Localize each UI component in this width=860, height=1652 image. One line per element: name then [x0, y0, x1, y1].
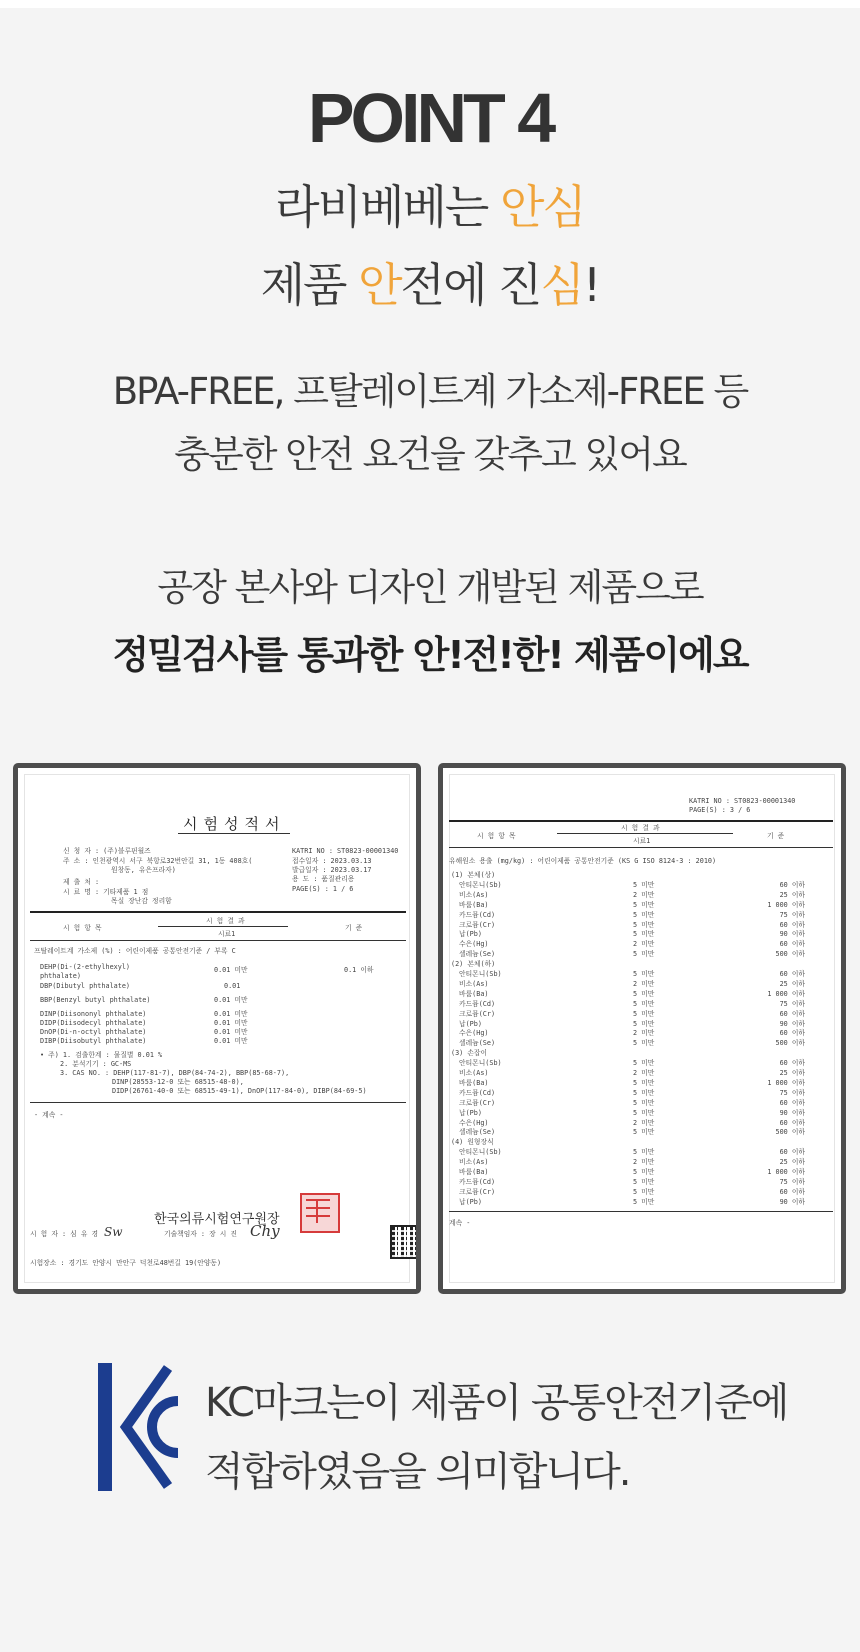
row-standard: 60 이하 — [779, 920, 805, 929]
row-value: 0.01 미만 — [214, 1037, 248, 1045]
row-standard: 60 이하 — [779, 1009, 805, 1018]
header-bottom-rule — [30, 940, 406, 941]
header-sample: 시료1 — [218, 930, 236, 938]
kc-description-1: KC마크는이 제품이 공통안전기준에 — [205, 1380, 788, 1426]
note: 2. 분석기기 : GC-MS — [60, 1060, 132, 1068]
headline-1-text: 라비베베는 — [275, 180, 500, 234]
certificate-page-1 — [13, 763, 421, 1294]
body-line-4: 정밀검사를 통과한 안!전!한! 제품이에요 — [112, 633, 748, 677]
row-standard: 60 이하 — [779, 1187, 805, 1196]
row-standard: 1 000 이하 — [767, 1078, 805, 1087]
katri-no: KATRI NO : ST0823-00001340 — [292, 847, 399, 855]
tester-signature: Sw — [104, 1225, 123, 1239]
row-value: 0.01 미만 — [214, 966, 248, 974]
row-element: 셀레늄(Se) — [459, 1039, 496, 1048]
row-value: 5 미만 — [633, 1039, 655, 1048]
row-name: phthalate) — [40, 972, 81, 980]
row-standard: 500 이하 — [775, 950, 805, 959]
row-element: 안티몬니(Sb) — [459, 1059, 502, 1068]
header-bottom-rule — [449, 847, 833, 848]
row-name: DnOP(Di-n-octyl phthalate) — [40, 1028, 147, 1036]
row-standard: 500 이하 — [775, 1128, 805, 1137]
row-value: 2 미만 — [633, 1029, 655, 1038]
row-value: 5 미만 — [633, 1009, 655, 1018]
headline-2-text-c: ! — [582, 258, 600, 312]
row-value: 5 미만 — [633, 1078, 655, 1087]
row-value: 2 미만 — [633, 1118, 655, 1127]
row-standard: 60 이하 — [779, 940, 805, 949]
row-value: 5 미만 — [633, 1197, 655, 1206]
header-item: 시 험 항 목 — [63, 924, 102, 932]
table-bottom-rule — [30, 1102, 406, 1103]
row-value: 0.01 미만 — [214, 996, 248, 1004]
row-name: BBP(Benzyl butyl phthalate) — [40, 996, 151, 1004]
row-value: 0.01 미만 — [214, 1028, 248, 1036]
row-element: 카드뮴(Cd) — [459, 999, 496, 1008]
header-standard: 기 준 — [767, 832, 785, 840]
usage: 용 도 : 품질관리용 — [292, 875, 355, 883]
kc-bar — [98, 1363, 112, 1491]
row-standard: 75 이하 — [779, 999, 805, 1008]
note: 3. CAS NO. : DEHP(117-81-7), DBP(84-74-2), BBP(85-68-7), — [60, 1069, 290, 1077]
row-standard: 1 000 이하 — [767, 1168, 805, 1176]
row-standard: 25 이하 — [779, 1069, 805, 1077]
row-standard: 90 이하 — [779, 930, 805, 939]
row-name: DIBP(Diisobutyl phthalate) — [40, 1037, 147, 1045]
row-standard: 75 이하 — [779, 1177, 805, 1186]
row-value: 5 미만 — [633, 999, 655, 1008]
row-standard: 25 이하 — [779, 1158, 805, 1167]
row-element: 크로뮴(Cr) — [459, 1187, 496, 1196]
row-value: 5 미만 — [633, 1088, 655, 1097]
row-standard: 90 이하 — [779, 1019, 805, 1028]
headline-line-2 — [0, 258, 860, 312]
row-element: 바륨(Ba) — [459, 989, 489, 998]
row-standard: 75 이하 — [779, 1088, 805, 1097]
row-element: 비소(As) — [459, 979, 489, 988]
row-value: 2 미만 — [633, 890, 655, 899]
continued-note: - 계속 - — [34, 1111, 64, 1119]
row-standard: 60 이하 — [779, 1148, 805, 1157]
row-element: 납(Pb) — [459, 1108, 482, 1117]
header-divider — [557, 833, 733, 834]
headline-2-accent-b: 심 — [540, 258, 583, 312]
receipt-date: 접수일자 : 2023.03.13 — [292, 857, 372, 865]
row-element: 바륨(Ba) — [459, 900, 489, 909]
certificate-title: 시험성적서 — [183, 815, 286, 833]
row-value: 5 미만 — [633, 989, 655, 998]
row-name: DIDP(Diisodecyl phthalate) — [40, 1019, 147, 1027]
submitter: 제 출 처 : — [63, 878, 100, 886]
row-standard: 60 이하 — [779, 1098, 805, 1107]
headline-line-1 — [0, 180, 860, 234]
body-line-1: BPA-FREE, 프탈레이트계 가소제-FREE 등 — [112, 370, 748, 413]
kc-description-2: 적합하였음을 의미합니다. — [205, 1449, 630, 1495]
sample-name-2: 목실 장난감 정리함 — [111, 897, 172, 905]
row-element: 카드뮴(Cd) — [459, 1088, 496, 1097]
row-element: 셀레늄(Se) — [459, 950, 496, 959]
row-standard: 60 이하 — [779, 880, 805, 889]
row-value: 5 미만 — [633, 1168, 655, 1176]
group-label: (1) 본체(상) — [451, 871, 496, 879]
kc-mark-icon — [98, 1363, 181, 1491]
tester: 시 험 자 : 심 유 경 — [30, 1230, 99, 1238]
row-value: 0.01 — [224, 982, 241, 990]
row-standard: 90 이하 — [779, 1108, 805, 1117]
row-standard: 60 이하 — [779, 1059, 805, 1068]
row-standard: 25 이하 — [779, 979, 805, 988]
row-standard: 1 000 이하 — [767, 989, 805, 998]
row-standard: 60 이하 — [779, 1118, 805, 1127]
headline-2-accent-a: 안 — [358, 258, 401, 312]
note: • 주) 1. 검출한계 : 물질별 0.01 % — [40, 1051, 163, 1059]
technical-manager: 기술책임자 : 장 시 진 — [164, 1230, 237, 1238]
group-label: (2) 본체(하) — [451, 960, 496, 969]
headline-2-text-b: 전에 진 — [400, 258, 541, 312]
row-value: 5 미만 — [633, 930, 655, 939]
row-value: 0.01 미만 — [214, 1010, 248, 1018]
row-element: 수은(Hg) — [459, 1118, 489, 1127]
row-standard: 500 이하 — [775, 1039, 805, 1048]
note: DIDP(26761-40-0 또는 68515-49-1), DnOP(117-84-0), DIBP(84-69-5) — [112, 1087, 367, 1095]
row-value: 2 미만 — [633, 940, 655, 949]
address: 주 소 : 인천광역시 서구 북항로32번안길 31, 1동 408호( — [63, 857, 253, 865]
row-element: 납(Pb) — [459, 1197, 482, 1206]
row-value: 5 미만 — [633, 1019, 655, 1028]
row-standard: 90 이하 — [779, 1197, 805, 1206]
official-seal-stamp — [300, 1193, 340, 1233]
header-result: 시 험 결 과 — [206, 917, 245, 925]
qr-code — [390, 1225, 421, 1259]
row-element: 비소(As) — [459, 1069, 489, 1077]
top-strip — [0, 0, 860, 8]
test-section: 프탈레이트계 가소제 (%) : 어린이제품 공통안전기준 / 부록 C — [34, 947, 236, 955]
row-element: 크로뮴(Cr) — [459, 1098, 496, 1107]
row-value: 5 미만 — [633, 950, 655, 959]
applicant: 신 청 자 : (주)블루핀월즈 — [63, 847, 151, 855]
headline-2-text-a: 제품 — [260, 258, 359, 312]
row-element: 수은(Hg) — [459, 940, 489, 949]
table-top-rule — [449, 820, 833, 822]
row-element: 안티몬니(Sb) — [459, 880, 502, 889]
header-sample: 시료1 — [633, 837, 651, 845]
row-element: 납(Pb) — [459, 1019, 482, 1028]
row-element: 셀레늄(Se) — [459, 1128, 496, 1137]
title-underline — [178, 833, 290, 834]
row-value: 5 미만 — [633, 880, 655, 889]
row-standard: 60 이하 — [779, 970, 805, 978]
issue-date: 발급일자 : 2023.03.17 — [292, 866, 372, 874]
page-count: PAGE(S) : 1 / 6 — [292, 885, 354, 893]
body-line-3: 공장 본사와 디자인 개발된 제품으로 — [157, 566, 703, 609]
row-value: 5 미만 — [633, 1148, 655, 1157]
table-top-rule — [30, 911, 406, 913]
header-divider — [158, 926, 288, 927]
address-2: 원창동, 유은프라자) — [111, 866, 176, 874]
sample-name: 시 료 명 : 기타제품 1 점 — [63, 888, 149, 896]
row-value: 0.01 미만 — [214, 1019, 248, 1027]
point-title: POINT 4 — [307, 79, 553, 157]
row-element: 바륨(Ba) — [459, 1168, 489, 1176]
test-site: 시험장소 : 경기도 안양시 만안구 덕천로48번길 19(안양동) — [30, 1259, 222, 1267]
header-item: 시 험 항 목 — [477, 832, 516, 840]
row-value: 5 미만 — [633, 900, 655, 909]
header-result: 시 험 결 과 — [621, 824, 660, 832]
row-element: 비소(As) — [459, 890, 489, 899]
row-element: 납(Pb) — [459, 930, 482, 939]
row-value: 5 미만 — [633, 1108, 655, 1117]
row-element: 안티몬니(Sb) — [459, 970, 502, 978]
row-value: 5 미만 — [633, 970, 655, 978]
group-label: (4) 원형장식 — [451, 1138, 494, 1147]
row-standard: 0.1 이하 — [344, 966, 374, 974]
row-standard: 25 이하 — [779, 890, 805, 899]
row-element: 카드뮴(Cd) — [459, 910, 496, 919]
note: DINP(28553-12-0 또는 68515-48-0), — [112, 1078, 244, 1086]
row-element: 바륨(Ba) — [459, 1078, 489, 1087]
katri-no: KATRI NO : ST0823-00001340 — [689, 797, 796, 805]
group-label: (3) 손잡이 — [451, 1049, 488, 1058]
row-element: 크로뮴(Cr) — [459, 1009, 496, 1018]
certificate-page-3 — [438, 763, 846, 1294]
manager-signature: Chy — [250, 1222, 280, 1240]
row-name: DINP(Diisononyl phthalate) — [40, 1010, 147, 1018]
page-count: PAGE(S) : 3 / 6 — [689, 806, 751, 814]
row-standard: 1 000 이하 — [767, 900, 805, 909]
continued-note: 계속 - — [449, 1219, 471, 1227]
header-standard: 기 준 — [345, 924, 363, 932]
row-element: 카드뮴(Cd) — [459, 1177, 496, 1186]
row-value: 5 미만 — [633, 920, 655, 929]
row-element: 크로뮴(Cr) — [459, 920, 496, 929]
row-name: DEHP(Di-(2-ethylhexyl) — [40, 963, 131, 971]
row-value: 5 미만 — [633, 1187, 655, 1196]
row-standard: 75 이하 — [779, 910, 805, 919]
row-element: 수은(Hg) — [459, 1029, 489, 1038]
row-element: 비소(As) — [459, 1158, 489, 1167]
row-element: 안티몬니(Sb) — [459, 1148, 502, 1157]
row-value: 5 미만 — [633, 1128, 655, 1137]
headline-1-accent: 안심 — [499, 180, 585, 234]
kc-c-stroke — [152, 1401, 178, 1453]
test-section: 유해원소 용출 (mg/kg) : 어린이제품 공통안전기준 (KS G ISO 8124-3 : 2010) — [449, 857, 717, 865]
row-value: 5 미만 — [633, 910, 655, 919]
row-value: 5 미만 — [633, 1098, 655, 1107]
body-line-2: 충분한 안전 요건을 갖추고 있어요 — [174, 433, 686, 476]
row-value: 2 미만 — [633, 1069, 655, 1077]
row-value: 2 미만 — [633, 1158, 655, 1167]
row-value: 2 미만 — [633, 979, 655, 988]
table-bottom-rule — [449, 1211, 833, 1212]
row-name: DBP(Dibutyl phthalate) — [40, 982, 131, 990]
row-value: 5 미만 — [633, 1059, 655, 1068]
institute-name: 한국의류시험연구원장 — [154, 1212, 280, 1227]
row-value: 5 미만 — [633, 1177, 655, 1186]
row-standard: 60 이하 — [779, 1029, 805, 1038]
